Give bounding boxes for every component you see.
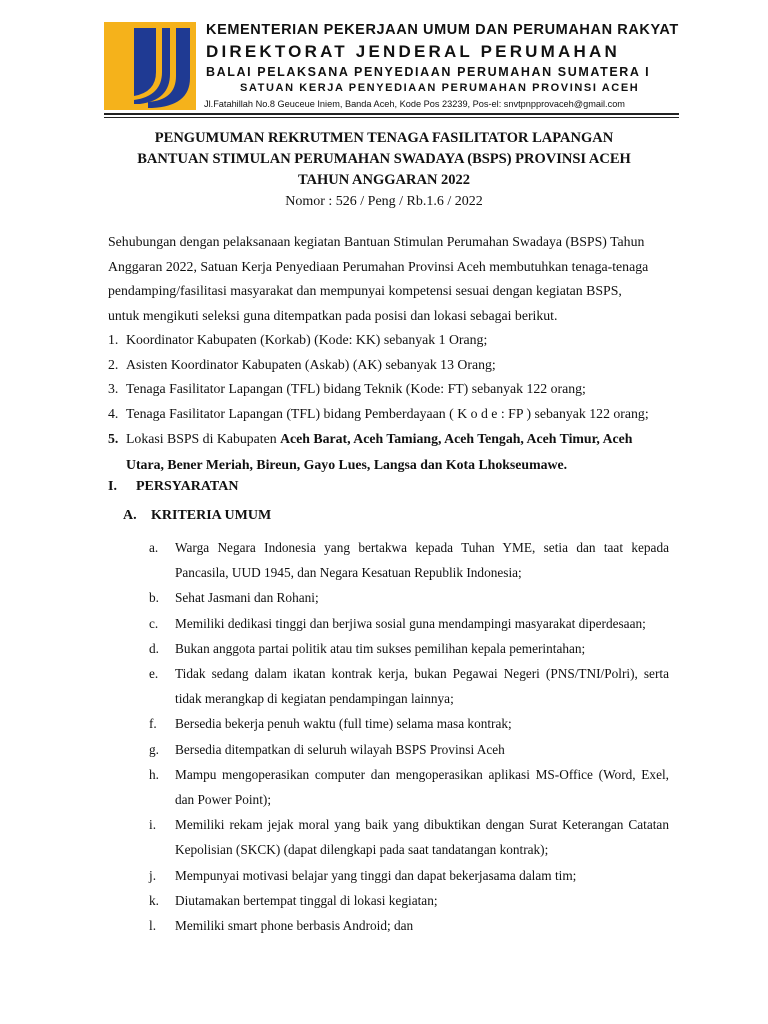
letterhead-address: Jl.Fatahillah No.8 Geuceue Iniem, Banda Aceh, Kode Pos 23239, Pos-el: snvtpnpprovaceh@gmail.com: [204, 99, 625, 109]
letterhead-ministry: KEMENTERIAN PEKERJAAN UMUM DAN PERUMAHAN RAKYAT: [206, 22, 679, 38]
criteria-item: e. Tidak sedang dalam ikatan kontrak kerja, bukan Pegawai Negeri (PNS/TNI/Polri), serta tidak merangkap di kegiatan pendampingan lainnya;: [149, 666, 669, 707]
position-list: [108, 328, 668, 477]
intro-paragraph: [108, 230, 668, 328]
title-line-3: TAHUN ANGGARAN 2022: [297, 172, 471, 188]
letterhead-balai: BALAI PELAKSANA PENYEDIAAN PERUMAHAN SUMATERA I: [206, 65, 651, 79]
document-number: Nomor : 526 / Peng / Rb.1.6 / 2022: [285, 194, 483, 209]
criteria-item: c. Memiliki dedikasi tinggi dan berjiwa sosial guna mendampingi masyarakat diperdesaan;: [149, 615, 646, 631]
title-line-1: PENGUMUMAN REKRUTMEN TENAGA FASILITATOR LAPANGAN: [154, 130, 614, 146]
criteria-item: l. Memiliki smart phone berbasis Android; dan: [149, 918, 414, 934]
list-item: 4. Tenaga Fasilitator Lapangan (TFL) bidang Pemberdayaan ( K o d e : FP ) sebanyak 122 orang;: [108, 405, 649, 421]
letterhead-directorate: DIREKTORAT JENDERAL PERUMAHAN: [206, 42, 620, 61]
intro-line: pendamping/fasilitasi masyarakat dan mempunyai kompetensi sesuai dengan kegiatan BSPS,: [108, 283, 622, 298]
criteria-item: j. Mempunyai motivasi belajar yang tinggi dan dapat bekerjasama dalam tim;: [149, 867, 577, 883]
pupr-logo: [104, 22, 196, 110]
announcement-title: [0, 128, 768, 213]
letterhead-rule: [104, 113, 679, 115]
criteria-item: f. Bersedia bekerja penuh waktu (full time) selama masa kontrak;: [149, 716, 512, 732]
list-item: 1. Koordinator Kabupaten (Korkab) (Kode: KK) sebanyak 1 Orang;: [108, 332, 488, 347]
letterhead-satker: SATUAN KERJA PENYEDIAAN PERUMAHAN PROVINSI ACEH: [240, 82, 640, 94]
criteria-item: b. Sehat Jasmani dan Rohani;: [149, 590, 319, 606]
document-body: [108, 230, 668, 477]
letterhead: [104, 18, 679, 116]
criteria-item: d. Bukan anggota partai politik atau tim sukses pemilihan kepala pemerintahan;: [149, 640, 586, 656]
criteria-item: a. Warga Negara Indonesia yang bertakwa kepada Tuhan YME, setia dan taat kepada Pancasila, UUD 1945, dan Negara Kesatuan Republik Indonesia;: [149, 540, 669, 581]
letterhead-rule-thin: [104, 117, 679, 118]
title-line-2: BANTUAN STIMULAN PERUMAHAN SWADAYA (BSPS) PROVINSI ACEH: [137, 151, 631, 167]
criteria-list: [149, 535, 669, 938]
criteria-item: k. Diutamakan bertempat tinggal di lokasi kegiatan;: [149, 892, 438, 908]
list-item: 3. Tenaga Fasilitator Lapangan (TFL) bidang Teknik (Kode: FT) sebanyak 122 orang;: [108, 381, 586, 396]
criteria-item: i. Memiliki rekam jejak moral yang baik yang dibuktikan dengan Surat Keterangan Catatan Kepolisian (SKCK) (dapat dilengkapi pada saat tandatangan kontrak);: [149, 817, 669, 858]
location-item: 5. Lokasi BSPS di Kabupaten Aceh Barat, Aceh Tamiang, Aceh Tengah, Aceh Timur, Aceh Utara, Bener Meriah, Bireun, Gayo Lues, Langsa dan Kota Lhokseumawe.: [108, 431, 633, 472]
criteria-item: h. Mampu mengoperasikan computer dan mengoperasikan aplikasi MS-Office (Word, Exel, dan Power Point);: [149, 766, 669, 808]
intro-line: Anggaran 2022, Satuan Kerja Penyediaan Perumahan Provinsi Aceh membutuhkan tenaga-tenaga: [108, 258, 649, 274]
criteria-item: g. Bersedia ditempatkan di seluruh wilayah BSPS Provinsi Aceh: [149, 741, 505, 757]
intro-line: Sehubungan dengan pelaksanaan kegiatan Bantuan Stimulan Perumahan Swadaya (BSPS) Tahun: [108, 234, 645, 249]
intro-line: untuk mengikuti seleksi guna ditempatkan pada posisi dan lokasi sebagai berikut.: [108, 307, 558, 323]
list-item: 2. Asisten Koordinator Kabupaten (Askab) (AK) sebanyak 13 Orang;: [108, 356, 496, 372]
